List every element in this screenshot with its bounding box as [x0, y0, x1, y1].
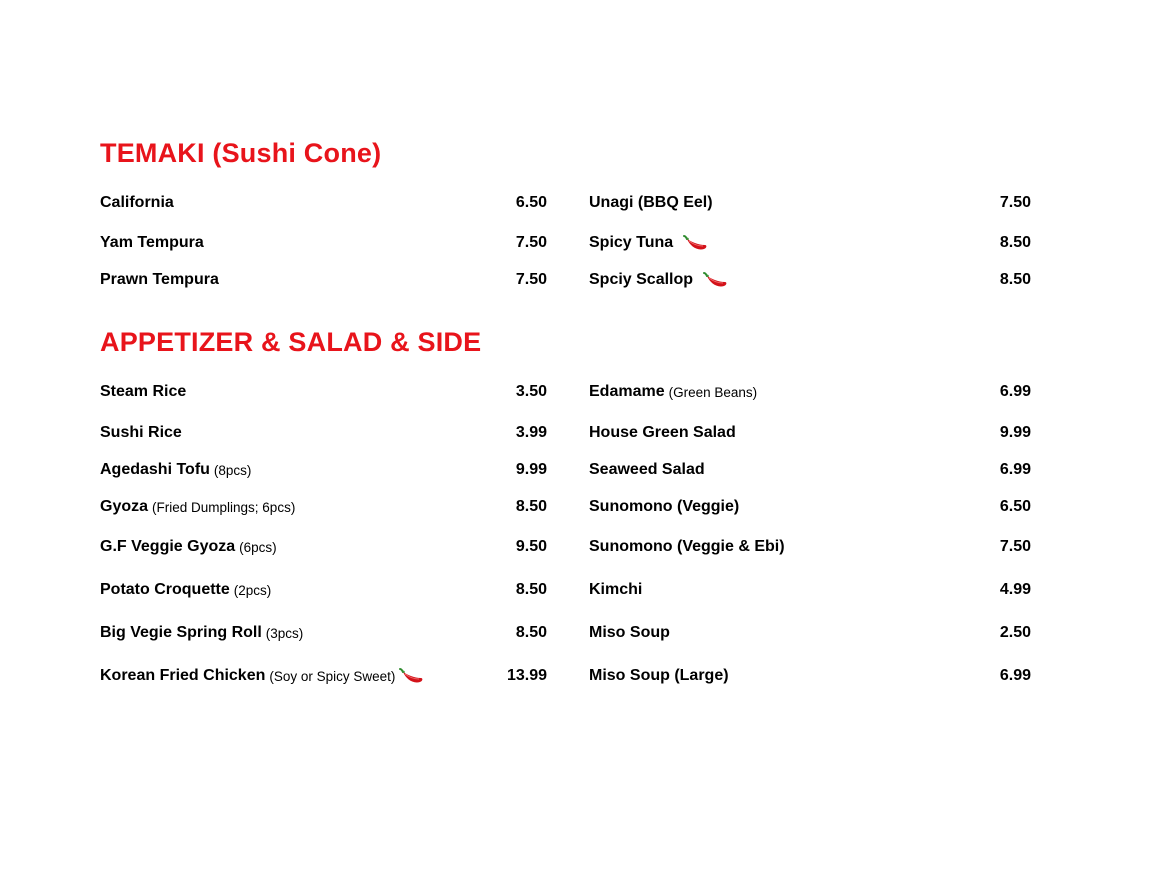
menu-item [589, 459, 1031, 481]
item-price: 8.50 [515, 581, 547, 598]
menu-item [100, 381, 547, 403]
item-name: Sunomono (Veggie) [589, 498, 740, 515]
item-name: Edamame [589, 383, 665, 400]
menu-item [589, 269, 1031, 291]
menu-item [589, 232, 1031, 254]
item-price: 6.99 [999, 667, 1031, 684]
item-price: 9.99 [999, 424, 1031, 441]
menu-item [100, 496, 547, 518]
item-name: Yam Tempura [100, 234, 204, 251]
item-name: Seaweed Salad [589, 461, 705, 478]
item-name: Spciy Scallop [589, 271, 694, 288]
section-title-temaki: TEMAKI (Sushi Cone) [100, 138, 382, 168]
menu-item [100, 232, 547, 254]
item-price: 3.50 [515, 383, 547, 400]
chili-pepper-icon [683, 233, 709, 253]
item-name: California [100, 194, 174, 211]
menu-item [100, 579, 547, 601]
item-name: Miso Soup [589, 624, 670, 641]
item-price: 7.50 [515, 234, 547, 251]
item-name: House Green Salad [589, 424, 736, 441]
item-price: 4.99 [999, 581, 1031, 598]
item-note: (3pcs) [265, 625, 304, 641]
item-price: 13.99 [506, 667, 547, 684]
item-name: Potato Croquette [100, 581, 230, 598]
menu-item [589, 192, 1031, 214]
chili-pepper-icon [703, 270, 729, 290]
menu-item [589, 422, 1031, 444]
item-name: Spicy Tuna [589, 234, 674, 251]
item-price: 9.99 [515, 461, 547, 478]
item-name: Steam Rice [100, 383, 187, 400]
menu-item [589, 665, 1031, 687]
item-name: Prawn Tempura [100, 271, 219, 288]
menu-item [100, 192, 547, 214]
item-price: 7.50 [515, 271, 547, 288]
menu-item [589, 622, 1031, 644]
menu-item [589, 536, 1031, 558]
item-note: (Fried Dumplings; 6pcs) [152, 499, 296, 515]
item-name: Kimchi [589, 581, 643, 598]
item-name: Big Vegie Spring Roll [100, 624, 262, 641]
item-note: (6pcs) [239, 539, 277, 555]
item-name: Gyoza [100, 498, 149, 515]
item-price: 7.50 [999, 538, 1031, 555]
menu-item [589, 496, 1031, 518]
item-name: Sushi Rice [100, 424, 182, 441]
menu-item [100, 422, 547, 444]
item-price: 6.99 [999, 383, 1031, 400]
menu-item [100, 665, 547, 687]
menu-item [100, 536, 547, 558]
item-price: 6.50 [515, 194, 547, 211]
item-name: Agedashi Tofu [100, 461, 210, 478]
menu-item [100, 459, 547, 481]
item-price: 3.99 [515, 424, 547, 441]
section-title-appetizer: APPETIZER & SALAD & SIDE [100, 327, 482, 357]
item-name: Sunomono (Veggie & Ebi) [589, 538, 785, 555]
menu-item [100, 622, 547, 644]
item-price: 8.50 [515, 498, 547, 515]
item-note: (Green Beans) [668, 384, 758, 400]
item-price: 9.50 [515, 538, 547, 555]
item-name: Miso Soup (Large) [589, 667, 729, 684]
chili-pepper-icon [399, 666, 425, 686]
item-name: Korean Fried Chicken [100, 667, 266, 684]
menu-item [589, 381, 1031, 403]
item-price: 8.50 [999, 271, 1031, 288]
item-price: 2.50 [999, 624, 1031, 641]
item-name: Unagi (BBQ Eel) [589, 194, 713, 211]
item-price: 7.50 [999, 194, 1031, 211]
item-name: G.F Veggie Gyoza [100, 538, 236, 555]
item-price: 8.50 [999, 234, 1031, 251]
menu-item [589, 579, 1031, 601]
item-price: 6.50 [999, 498, 1031, 515]
item-note: (8pcs) [213, 462, 252, 478]
item-note: (Soy or Spicy Sweet) [269, 668, 396, 684]
item-note: (2pcs) [233, 582, 272, 598]
item-price: 6.99 [999, 461, 1031, 478]
menu-item [100, 269, 547, 291]
item-price: 8.50 [515, 624, 547, 641]
